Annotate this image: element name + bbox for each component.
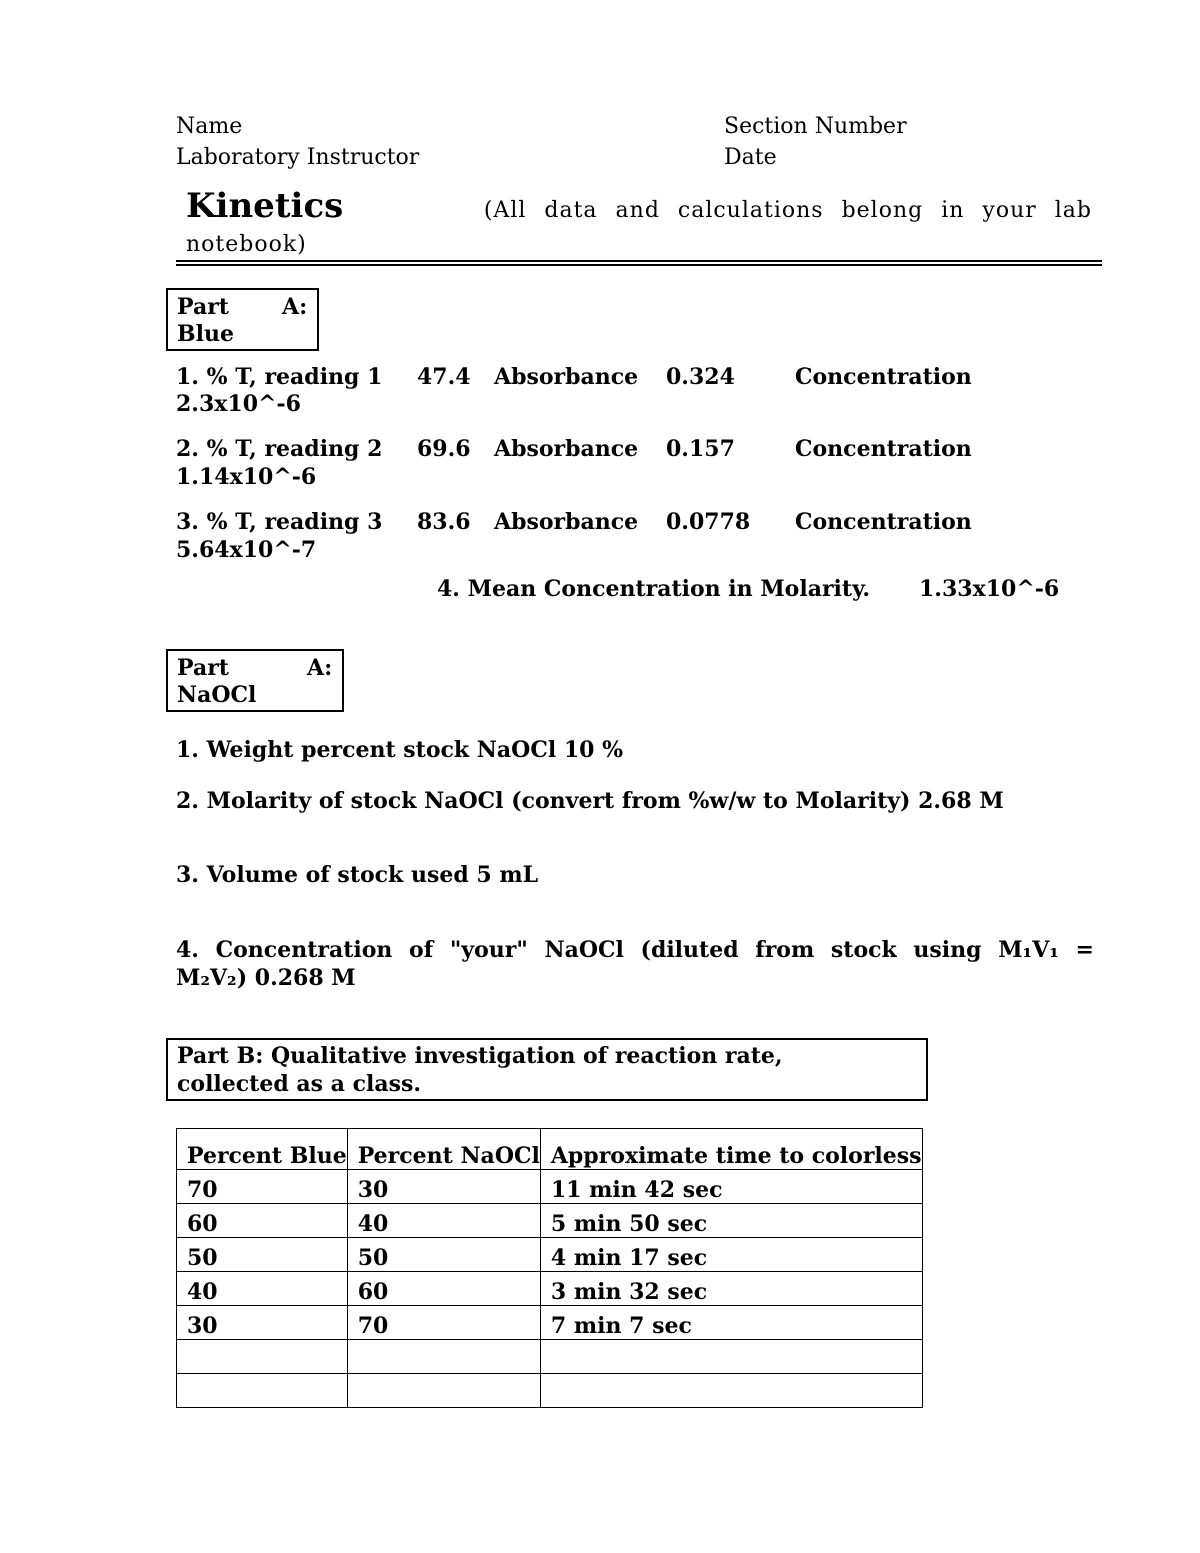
reading-2-abs-label: Absorbance — [494, 436, 639, 462]
part-b-heading-line2: collected as a class. — [177, 1071, 422, 1097]
reading-3-abs-label: Absorbance — [494, 509, 639, 535]
table-cell — [540, 1340, 922, 1374]
part-b-box — [166, 1038, 928, 1101]
part-a-naocl-heading: NaOCl — [177, 682, 257, 708]
reading-1-conc-label: Concentration — [795, 364, 972, 390]
table-row — [177, 1340, 923, 1374]
table-cell: 50 — [177, 1238, 348, 1272]
naocl-concentration-line2: M₂V₂) 0.268 M — [176, 965, 356, 991]
table-cell: 40 — [177, 1272, 348, 1306]
table-cell: 60 — [347, 1272, 540, 1306]
title-note-line2: notebook) — [186, 232, 307, 257]
naocl-stock-molarity: 2. Molarity of stock NaOCl (convert from %w/w to Molarity) 2.68 M — [176, 788, 1004, 814]
reading-1-t: 47.4 — [417, 364, 471, 390]
section-number-label: Section Number — [724, 114, 907, 139]
naocl-weight-percent: 1. Weight percent stock NaOCl 10 % — [176, 737, 624, 763]
part-a-blue-a: A: — [282, 294, 308, 320]
reading-1-abs: 0.324 — [666, 364, 735, 390]
part-a-blue-heading: Blue — [177, 321, 234, 347]
table-row — [177, 1272, 923, 1306]
table-cell: 50 — [347, 1238, 540, 1272]
reading-3-abs: 0.0778 — [666, 509, 751, 535]
table-cell — [347, 1340, 540, 1374]
table-row — [177, 1238, 923, 1272]
reading-2-label: 2. % T, reading 2 — [176, 436, 383, 462]
reading-3-label: 3. % T, reading 3 — [176, 509, 383, 535]
col-header-percent-naocl: Percent NaOCl — [347, 1129, 540, 1170]
page-title: Kinetics — [186, 186, 344, 226]
title-line — [186, 186, 1092, 226]
title-rule-bottom — [176, 264, 1102, 266]
table-row — [177, 1204, 923, 1238]
table-cell: 60 — [177, 1204, 348, 1238]
part-a-blue-box — [166, 288, 319, 351]
table-cell: 70 — [347, 1306, 540, 1340]
table-cell: 70 — [177, 1170, 348, 1204]
reading-1-abs-label: Absorbance — [494, 364, 639, 390]
table-row — [177, 1374, 923, 1408]
table-row — [177, 1306, 923, 1340]
table-cell: 40 — [347, 1204, 540, 1238]
reading-2-conc: 1.14x10^-6 — [176, 464, 317, 490]
table-cell: 4 min 17 sec — [540, 1238, 922, 1272]
reading-1-label: 1. % T, reading 1 — [176, 364, 383, 390]
reading-3-conc: 5.64x10^-7 — [176, 537, 317, 563]
part-a-blue-part: Part — [177, 294, 229, 320]
col-header-time-to-colorless: Approximate time to colorless — [540, 1129, 922, 1170]
table-cell: 30 — [177, 1306, 348, 1340]
col-header-percent-blue: Percent Blue — [177, 1129, 348, 1170]
naocl-volume-used: 3. Volume of stock used 5 mL — [176, 862, 539, 888]
table-header-row — [177, 1129, 923, 1170]
reading-2-conc-label: Concentration — [795, 436, 972, 462]
reading-2-t: 69.6 — [417, 436, 471, 462]
part-a-naocl-box — [166, 649, 344, 712]
table-cell: 30 — [347, 1170, 540, 1204]
table-cell — [347, 1374, 540, 1408]
reading-3-t: 83.6 — [417, 509, 471, 535]
date-label: Date — [724, 145, 777, 170]
reading-1-conc: 2.3x10^-6 — [176, 391, 301, 417]
part-b-heading-line1: Part B: Qualitative investigation of reaction rate, — [177, 1043, 783, 1069]
reaction-rate-table — [176, 1128, 923, 1408]
mean-concentration-label: 4. Mean Concentration in Molarity. — [437, 576, 870, 602]
laboratory-instructor-label: Laboratory Instructor — [176, 145, 420, 170]
table-cell: 11 min 42 sec — [540, 1170, 922, 1204]
reading-3-conc-label: Concentration — [795, 509, 972, 535]
mean-concentration-value: 1.33x10^-6 — [919, 576, 1060, 602]
part-a-naocl-a: A: — [307, 655, 333, 681]
title-rule-top — [176, 260, 1102, 262]
table-cell: 5 min 50 sec — [540, 1204, 922, 1238]
naocl-concentration-line1: 4. Concentration of "your" NaOCl (diluted from stock using M₁V₁ = — [176, 937, 1094, 963]
table-cell: 3 min 32 sec — [540, 1272, 922, 1306]
reading-2-abs: 0.157 — [666, 436, 735, 462]
part-a-naocl-part: Part — [177, 655, 229, 681]
title-note-line1: (All data and calculations belong in your lab — [483, 198, 1092, 223]
table-cell: 7 min 7 sec — [540, 1306, 922, 1340]
table-cell — [177, 1340, 348, 1374]
table-cell — [540, 1374, 922, 1408]
name-label: Name — [176, 114, 243, 139]
table-cell — [177, 1374, 348, 1408]
table-row — [177, 1170, 923, 1204]
